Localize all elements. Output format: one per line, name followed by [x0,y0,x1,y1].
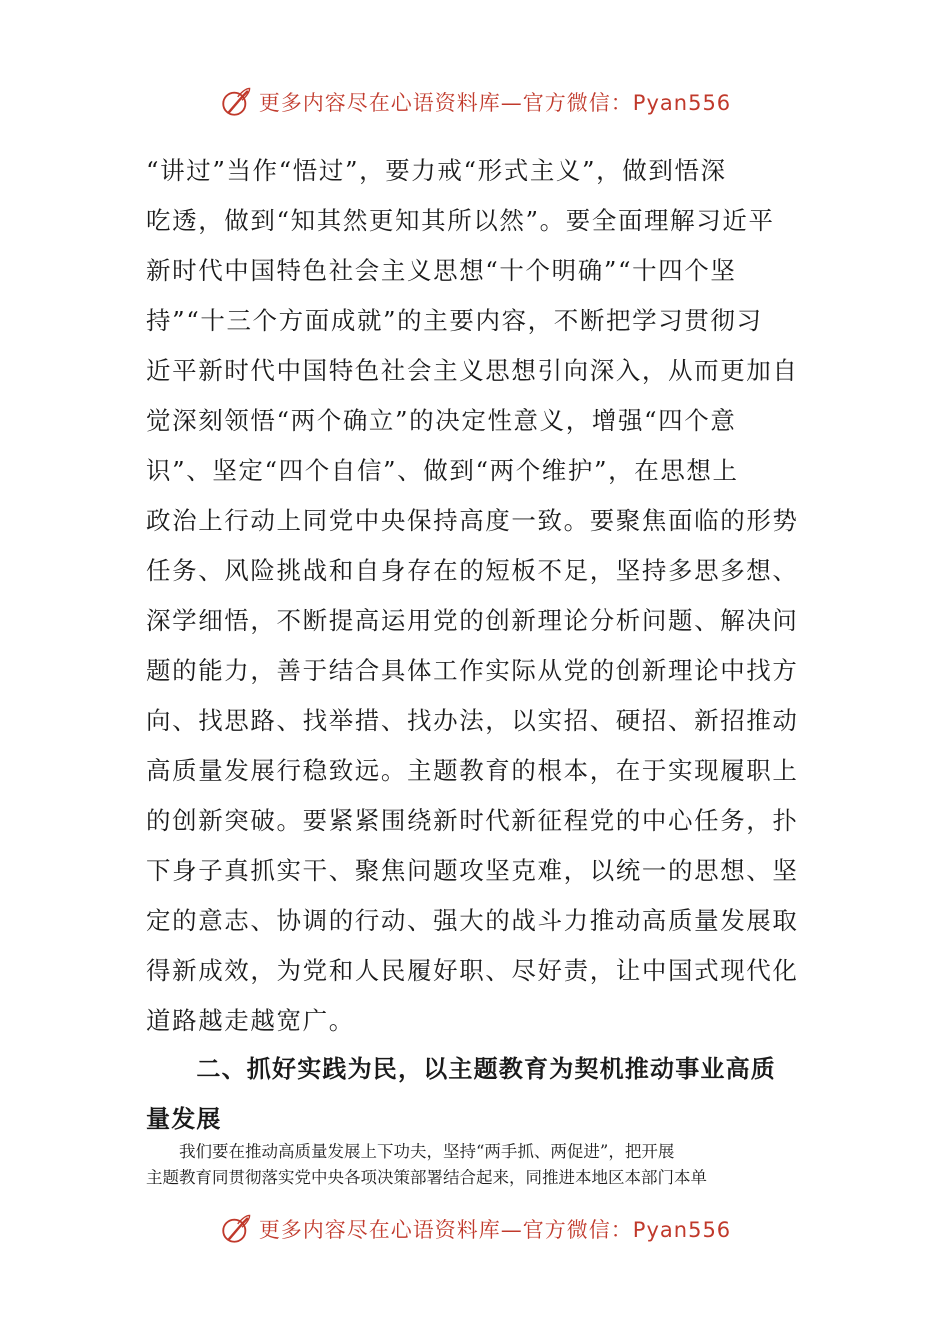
text-line: 的创新突破。要紧紧围绕新时代新征程党的中心任务，扑 [146,806,799,835]
text-line: 题的能力，善于结合具体工作实际从党的创新理论中找方 [146,656,799,685]
body-paragraph [146,146,799,1046]
text-line: 觉深刻领悟“两个确立”的决定性意义，增强“四个意 [146,406,737,435]
small-text-line: 我们要在推动高质量发展上下功夫，坚持“两手抓、两促进”，把开展 [146,1142,675,1161]
text-line: 得新成效，为党和人民履好职、尽好责，让中国式现代化 [146,956,799,985]
text-line: 向、找思路、找举措、找办法，以实招、硬招、新招推动 [146,706,799,735]
text-line: 近平新时代中国特色社会主义思想引向深入，从而更加自 [146,356,799,385]
banner-text: 更多内容尽在心语资料库—官方微信：Pyan556 [258,1218,732,1242]
small-paragraph [146,1139,806,1191]
text-line: 新时代中国特色社会主义思想“十个明确”“十四个坚 [146,256,737,285]
heading-line: 二、抓好实践为民，以主题教育为契机推动事业高质 [146,1055,776,1083]
section-heading [146,1044,796,1144]
small-text-line: 主题教育同贯彻落实党中央各项决策部署结合起来，同推进本地区本部门本单 [146,1168,707,1187]
text-line: 下身子真抓实干、聚焦问题攻坚克难，以统一的思想、坚 [146,856,799,885]
pen-nib-logo-icon [219,85,253,119]
text-line: 定的意志、协调的行动、强大的战斗力推动高质量发展取 [146,906,799,935]
text-line: 识”、坚定“四个自信”、做到“两个维护”，在思想上 [146,456,739,485]
text-line: 道路越走越宽广。 [146,1006,355,1035]
text-line: 任务、风险挑战和自身存在的短板不足，坚持多思多想、 [146,556,799,585]
text-line: 吃透，做到“知其然更知其所以然”。要全面理解习近平 [146,206,775,235]
text-line: 政治上行动上同党中央保持高度一致。要聚焦面临的形势 [146,506,799,535]
text-line: 高质量发展行稳致远。主题教育的根本，在于实现履职上 [146,756,799,785]
footer-banner [0,1209,950,1249]
heading-line: 量发展 [146,1105,222,1133]
text-line: 深学细悟，不断提高运用党的创新理论分析问题、解决问 [146,606,799,635]
header-banner [0,82,950,122]
pen-nib-logo-icon [219,1212,253,1246]
text-line: 持”“十三个方面成就”的主要内容，不断把学习贯彻习 [146,306,763,335]
text-line: “讲过”当作“悟过”，要力戒“形式主义”，做到悟深 [146,156,727,185]
banner-text: 更多内容尽在心语资料库—官方微信：Pyan556 [258,91,732,115]
